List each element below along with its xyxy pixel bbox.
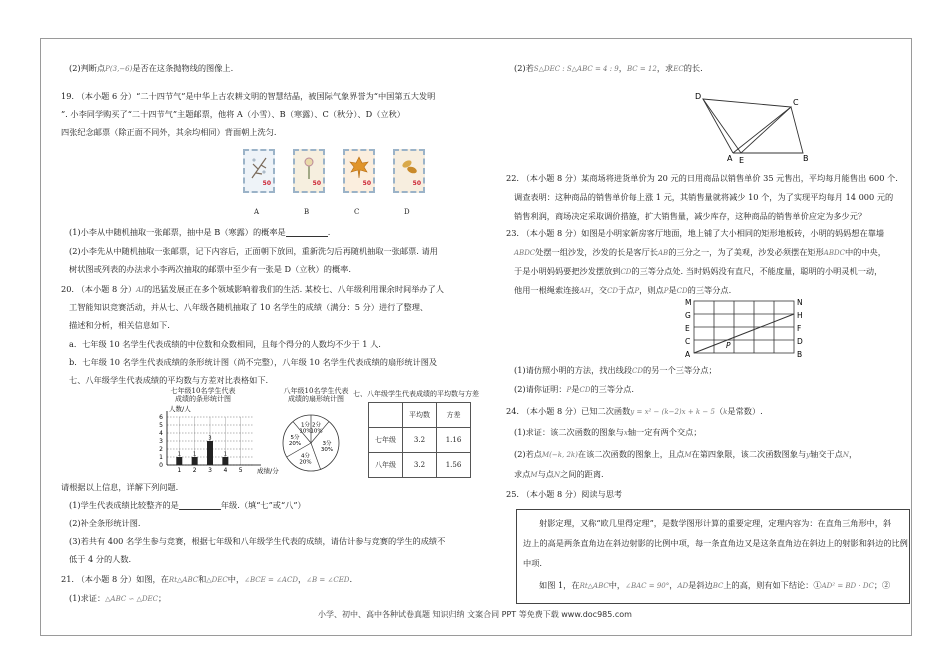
box-line4: 如图 1，在Rt△ABC中，∠BAC = 90°，AD是斜边BC上的高，则有如下结论：①AD² = BD · DC；② <box>539 580 891 590</box>
fig-label: B <box>803 154 809 163</box>
pie-slice-pct: 20% <box>288 441 302 448</box>
table-row: 八年级 3.2 1.56 <box>369 453 471 478</box>
bar-xtick-label: 1 <box>177 467 182 474</box>
bar-ytick-label: 0 <box>159 462 163 469</box>
pie-slice-pct: 20% <box>299 459 312 466</box>
q20-sub2: (2)补全条形统计图. <box>69 518 141 528</box>
q20-sub3-line2: 低于 4 分的人数. <box>69 554 132 564</box>
page-footer: 小学、初中、高中各种试卷真题 知识归纳 文案合同 PPT 等免费下载 www.doc985.com <box>318 610 632 619</box>
bar-3 <box>207 441 213 465</box>
q22-line1: 22. （本小题 8 分）某商场将进货单价为 20 元的日用商品以销售单价 35 元售出，平均每月能售出 600 个. <box>506 173 898 183</box>
stamp-label-a: A <box>254 208 260 216</box>
fig-label: D <box>695 92 702 101</box>
q19-line1: 19. （本小题 6 分）“二十四节气”是中华上古农耕文明的智慧结晶，被国际气象界誉为“中国第五大发明 <box>61 91 436 101</box>
bar-4 <box>222 457 228 465</box>
grid-label: E <box>685 324 690 333</box>
pie-chart-title: 八年级10名学生代表 成绩的扇形统计图 <box>283 387 349 404</box>
grid-label-p: P <box>726 341 731 350</box>
q23-line2: ABDC处摆一组沙发，沙发的长是客厅长AB的三分之一，为了美观，沙发必须摆在矩形ABDC中的中央， <box>514 247 886 257</box>
stamp-c: 50 <box>343 149 375 193</box>
bar-xlabel: 成绩/分 <box>257 467 279 475</box>
pie-slice-pct: 10% <box>299 428 312 435</box>
dew-flower-icon <box>298 154 320 180</box>
q24-sub2-line2: 求点M与点N之间的距离. <box>514 469 604 479</box>
stamp-d: 50 <box>393 149 425 193</box>
grid-label: M <box>685 298 692 307</box>
q20-read: 请根据以上信息，详解下列问题. <box>61 482 179 492</box>
q24-line1: 24. （本小题 8 分）已知二次函数y = x² − (k−2)x + k − 5（k是常数）. <box>506 406 763 416</box>
q19-sub1: (1)小李从中随机抽取一张邮票，抽中是 B（寒露）的概率是 . <box>69 227 331 237</box>
table-row: 平均数 方差 <box>369 403 471 428</box>
bar-ytick-label: 6 <box>159 414 163 421</box>
q20-info-c: 七、八年级学生代表成绩的平均数与方差对比表格如下. <box>69 375 269 385</box>
bar-chart-title: 七年级10名学生代表 成绩的条形统计图 <box>170 387 236 404</box>
bar-ylabel: 人数/人 <box>169 405 191 413</box>
fig-label: E <box>739 156 745 165</box>
q23-sub2: (2)请你证明：P是CD的三等分点. <box>514 384 634 394</box>
pie-slice-label: 3分 <box>322 440 332 447</box>
pie-slice-label: 2分 <box>312 422 322 429</box>
bar-value-label: 1 <box>177 451 181 458</box>
bar-ytick-label: 5 <box>159 422 163 429</box>
grid-label: G <box>685 311 691 320</box>
box-line1: 射影定理，又称“欧几里得定理”，是数学图形计算的重要定理，定理内容为：在直角三角形中，斜 <box>539 518 892 528</box>
bar-ytick-label: 3 <box>159 438 163 445</box>
fig-label: A <box>727 154 733 163</box>
stats-table <box>368 402 471 478</box>
q23-line4: 他用一根绳索连接AH，交CD于点P，则点P是CD的三等分点. <box>514 285 732 295</box>
bar-chart <box>149 405 279 477</box>
bar-xtick-label: 4 <box>223 467 228 474</box>
table-row: 七年级 3.2 1.16 <box>369 428 471 453</box>
grid-label: N <box>797 298 803 307</box>
pie-slice-pct: 30% <box>320 446 334 453</box>
snow-branch-icon <box>248 154 270 180</box>
q22-line2: 调查表明：这种商品的销售单价每上涨 1 元，其销售量就将减少 10 个，为了实现平均每月 14 000 元的 <box>514 192 894 202</box>
bar-value-label: 1 <box>193 451 197 458</box>
q21-line1: 21. （本小题 8 分）如图，在Rt△ABC和△DEC中，∠BCE = ∠ACD，∠B = ∠CED. <box>61 574 353 584</box>
q20-sub3-line1: (3)若共有 400 名学生参与竞赛，根据七年级和八年级学生代表的成绩，请估计参与竞赛的学生的成绩不 <box>69 536 446 546</box>
q20-info-b: b．七年级 10 名学生代表成绩的条形统计图（尚不完整），八年级 10 名学生代表成绩的扇形统计图及 <box>69 357 438 367</box>
q20-line1: 20. （本小题 8 分）AI的迅猛发展正在多个领域影响着我们的生活. 某校七、八年级利用课余时间举办了人 <box>61 284 444 294</box>
q20-sub1: (1)学生代表成绩比较整齐的是 年级.（填“七”或“八”） <box>69 500 306 510</box>
q19-sub2-line2: 树状图或列表的办法求小李两次抽取的邮票中至少有一张是 D（立秋）的概率. <box>69 264 351 274</box>
box-line3: 中项. <box>523 558 542 568</box>
q25-title: 25. （本小题 8 分）阅读与思考 <box>506 489 623 499</box>
bar-xtick-label: 5 <box>238 467 243 474</box>
q24-sub2: (2)若点M(−k, 2k)在该二次函数的图象上，且点M在第四象限，该二次函数图象与y轴交于点N， <box>514 449 858 459</box>
bar-value-label: 3 <box>208 435 212 442</box>
q20-line3: 描述和分析，相关信息如下. <box>69 320 170 330</box>
bar-xtick-label: 3 <box>208 467 212 474</box>
q20-line2: 工智能知识竞赛活动，并从七、八年级各随机抽取了 10 名学生的成绩（满分：5 分）进行了整理、 <box>69 302 429 312</box>
stamp-label-b: B <box>304 208 310 216</box>
grid-label: D <box>797 337 803 346</box>
reading-box <box>516 509 910 604</box>
q21-sub1: (1)求证：△ABC ∽ △DEC； <box>69 593 167 603</box>
q22-line3: 销售利润，商场决定采取调价措施，扩大销售量，减少库存，这种商品的销售单价应定为多少元？ <box>514 211 867 221</box>
stamp-a: 50 <box>243 149 275 193</box>
exam-page <box>40 38 912 636</box>
q23-line1: 23. （本小题 8 分）如图是小明家新房客厅地面，地上铺了大小相同的矩形地板砖，小明的妈妈想在靠墙 <box>506 228 885 238</box>
stats-table-title: 七、八年级学生代表成绩的平均数与方差 <box>353 390 479 398</box>
q23-sub1: (1)请仿照小明的方法，找出线段CD的另一个三等分点； <box>514 365 717 375</box>
pie-slice-label: 5分 <box>290 435 300 442</box>
bar-1 <box>176 457 182 465</box>
fig-label: C <box>793 98 799 107</box>
bar-2 <box>192 457 198 465</box>
pie-slice-pct: 10% <box>310 428 323 435</box>
grid-label: B <box>797 350 803 359</box>
pie-slice-label: 4分 <box>300 453 310 460</box>
bar-ytick-label: 1 <box>159 454 163 461</box>
bar-ytick-label: 2 <box>159 446 163 453</box>
grid-label: A <box>685 350 691 359</box>
pie-chart <box>279 411 343 475</box>
stamp-label-d: D <box>404 208 410 216</box>
q24-sub1: (1)求证：该二次函数的图象与x轴一定有两个交点； <box>514 427 702 437</box>
answer-blank <box>179 501 221 510</box>
q18-part2: (2)判断点P(3,−6)是否在这条抛物线的图像上. <box>69 63 234 73</box>
stamp-b: 50 <box>293 149 325 193</box>
q19-line2: ”. 小李同学购买了“二十四节气”主题邮票，他将 A（小雪）、B（寒露）、C（秋分）、D（立秋） <box>61 109 405 119</box>
grid-label: H <box>797 311 803 320</box>
grid-label: C <box>685 337 691 346</box>
maple-leaf-icon <box>348 154 370 180</box>
bar-xtick-label: 2 <box>192 467 197 474</box>
point-p: P(3,−6) <box>105 65 133 73</box>
bar-ytick-label: 4 <box>159 430 163 437</box>
autumn-leaves-icon <box>398 154 420 180</box>
q19-line3: 四张纪念邮票（除正面不同外，其余均相同）背面朝上洗匀. <box>61 127 277 137</box>
box-line2: 边上的高是两条直角边在斜边射影的比例中项，每一条直角边又是这条直角边在斜边上的射影和斜边的比例 <box>523 538 908 548</box>
q23-line3: 于是小明妈妈要把沙发摆放到CD的三等分点处. 当时妈妈没有直尺，不能度量，聪明的小明灵机一动， <box>514 266 883 276</box>
answer-blank <box>286 228 328 237</box>
q21-sub2: (2)若S△DEC : S△ABC = 4 : 9，BC = 12，求EC的长. <box>514 63 703 73</box>
grid-label: F <box>797 324 802 333</box>
stamp-label-c: C <box>354 208 360 216</box>
bar-value-label: 1 <box>223 451 227 458</box>
q19-sub2-line1: (2)小李先从中随机抽取一张邮票，记下内容后，正面朝下放回，重新洗匀后再随机抽取一张邮票. 请用 <box>69 246 438 256</box>
pie-slice-label: 1分 <box>300 422 310 429</box>
q20-info-a: a．七年级 10 名学生代表成绩的中位数和众数相同，且每个得分的人数均不少于 1 人. <box>69 339 381 349</box>
reading-box-area <box>506 39 906 635</box>
